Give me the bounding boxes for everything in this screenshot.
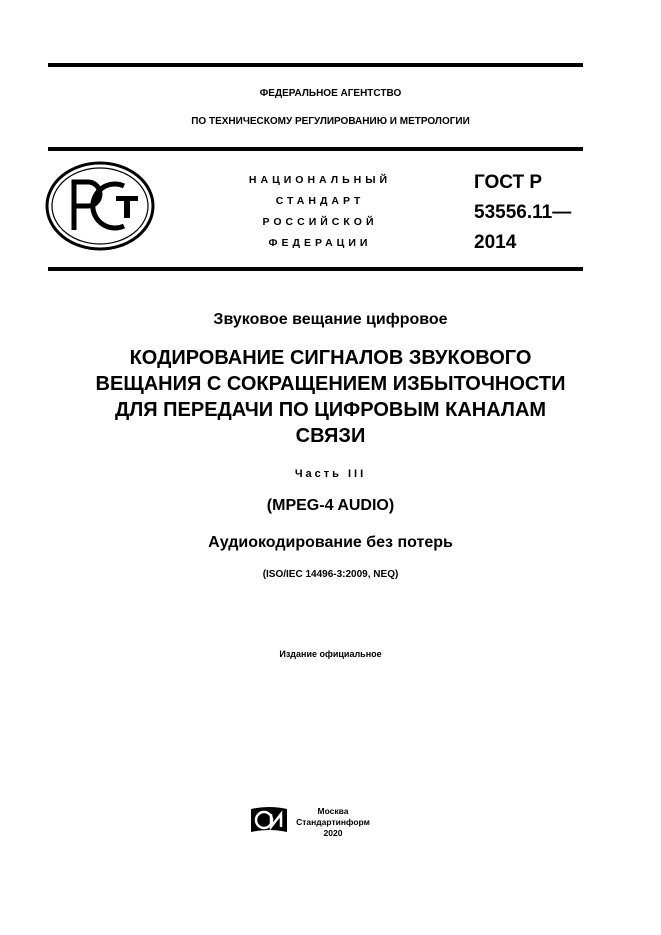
standartinform-logo-icon [249,805,289,835]
section-title: Аудиокодирование без потерь [208,534,453,551]
agency-line-2: ПО ТЕХНИЧЕСКОМУ РЕГУЛИРОВАНИЮ И МЕТРОЛОГИИ [191,116,470,127]
block-rule [48,267,583,271]
iso-reference: (ISO/IEC 14496-3:2009, NEQ) [262,569,399,580]
header-rule [48,147,583,151]
publisher-name: Стандартинформ [296,817,370,827]
title-line: ВЕЩАНИЯ С СОКРАЩЕНИЕМ ИЗБЫТОЧНОСТИ [95,373,566,395]
type-line: ФЕДЕРАЦИИ [268,237,372,249]
standard-type [225,170,415,254]
type-line: СТАНДАРТ [275,195,365,207]
rst-logo [44,160,156,252]
publisher-year: 2020 [323,828,343,838]
edition-note: Издание официальное [279,649,382,659]
publisher-info [293,806,373,839]
type-line: НАЦИОНАЛЬНЫЙ [248,174,392,186]
rst-logo-icon [44,160,156,252]
type-line: РОССИЙСКОЙ [262,216,378,228]
standard-designation [474,168,571,258]
part-number: Часть III [294,468,367,480]
title-line: ДЛЯ ПЕРЕДАЧИ ПО ЦИФРОВЫМ КАНАЛАМ [114,399,547,421]
designation-line: 53556.11— [474,202,572,223]
publisher-city: Москва [317,806,349,816]
designation-line: 2014 [474,232,517,253]
main-title [0,345,661,449]
title-line: СВЯЗИ [295,425,366,447]
designation-line: ГОСТ Р [474,172,543,193]
title-line: КОДИРОВАНИЕ СИГНАЛОВ ЗВУКОВОГО [129,347,532,369]
subtitle: Звуковое вещание цифровое [213,311,448,328]
agency-line-1: ФЕДЕРАЛЬНОЕ АГЕНТСТВО [259,88,402,99]
top-rule [48,63,583,67]
codec-name: (MPEG-4 AUDIO) [266,497,395,514]
publisher-logo [249,805,289,835]
